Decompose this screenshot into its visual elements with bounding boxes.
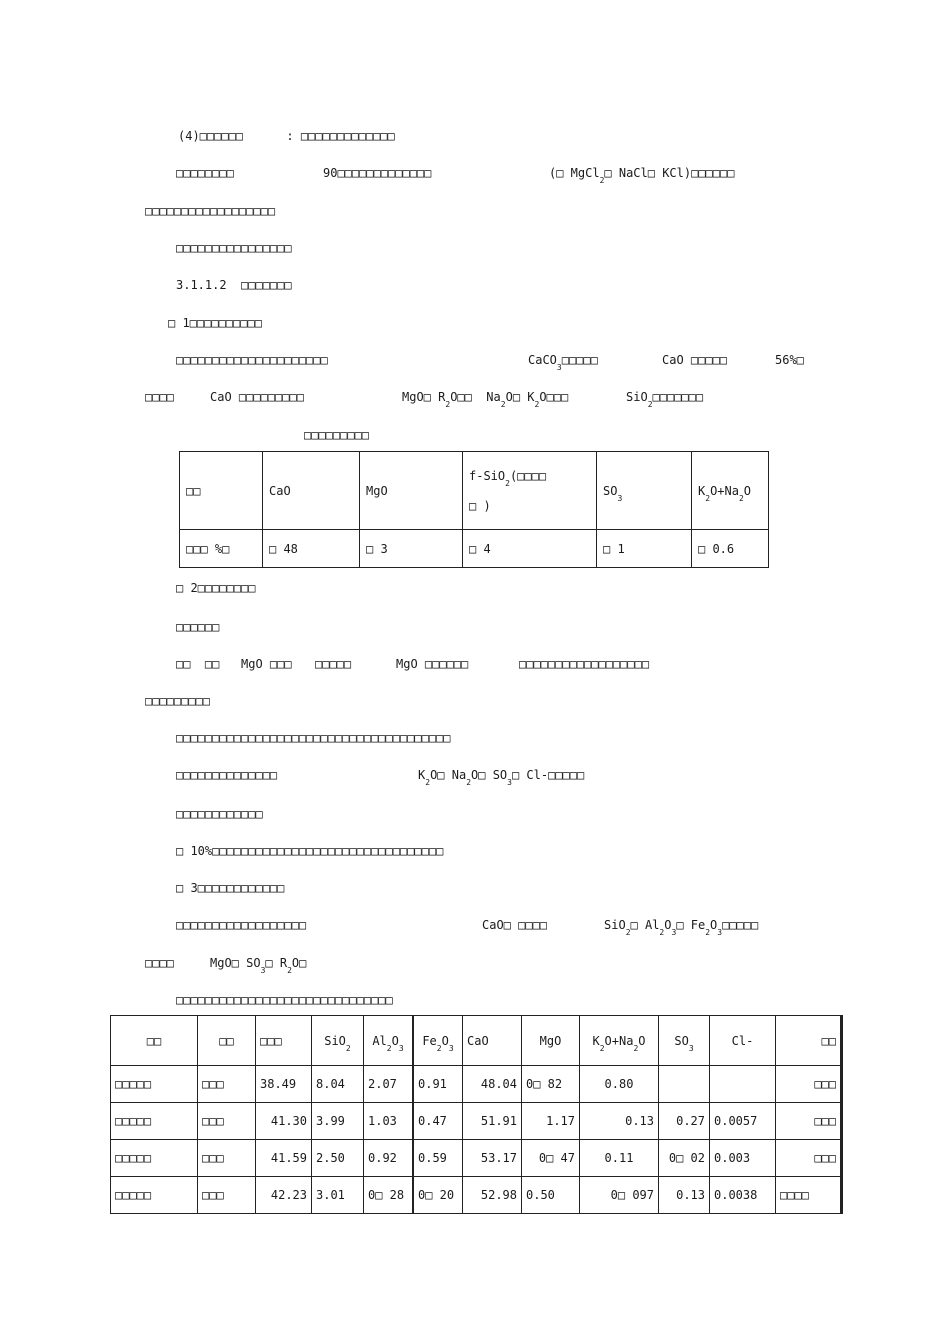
text-run: MgO□ R bbox=[402, 390, 446, 404]
table-cell: □□□□□ bbox=[111, 1066, 198, 1103]
table-cell: □□□□□ bbox=[111, 1140, 198, 1177]
table-cell: 52.98 bbox=[463, 1177, 522, 1214]
table-cell: 53.17 bbox=[463, 1140, 522, 1177]
table-cell: □□ bbox=[180, 452, 263, 530]
text-run: Al bbox=[372, 1033, 387, 1048]
subscript: 2 bbox=[705, 493, 711, 503]
table-cell bbox=[580, 1016, 659, 1066]
table-cell: □ 3 bbox=[360, 530, 463, 568]
table-cell: 0□ 82 bbox=[522, 1066, 580, 1103]
table-cell: □□□□□ bbox=[111, 1177, 198, 1214]
table-cell: 0□ 47 bbox=[522, 1140, 580, 1177]
subscript: 2 bbox=[436, 1043, 442, 1053]
subscript: 2 bbox=[738, 493, 744, 503]
text-run: O bbox=[664, 918, 672, 932]
text-run: SiO bbox=[604, 918, 626, 932]
subscript: 2 bbox=[287, 966, 292, 975]
table-cell bbox=[710, 1066, 776, 1103]
text-run: MgO□ SO bbox=[210, 956, 261, 970]
table-cell bbox=[659, 1016, 710, 1066]
table-cell: □□□ bbox=[256, 1016, 312, 1066]
text-line: □□□□□□□□ bbox=[176, 166, 234, 180]
text-run: f-SiO bbox=[469, 468, 506, 483]
subscript: 2 bbox=[599, 176, 605, 185]
text-run: □ Fe bbox=[676, 918, 706, 932]
text-line: □ 10%□□□□□□□□□□□□□□□□□□□□□□□□□□□□□□□□ bbox=[176, 844, 444, 858]
table-row bbox=[180, 530, 769, 568]
table-cell: 0.13 bbox=[580, 1103, 659, 1140]
table-cell: □□□ bbox=[198, 1140, 256, 1177]
text-run: O□ K bbox=[505, 390, 535, 404]
table-cell: 0.003 bbox=[710, 1140, 776, 1177]
table-row bbox=[111, 1140, 842, 1177]
subscript: 3 bbox=[507, 778, 512, 787]
text-run: O+Na bbox=[604, 1033, 634, 1048]
text-line: □ 1□□□□□□□□□□ bbox=[168, 316, 262, 330]
subscript: 3 bbox=[260, 966, 266, 975]
table-cell: 0□ 097 bbox=[580, 1177, 659, 1214]
text-run: □□□□□□□ bbox=[652, 390, 704, 404]
text-run: SiO bbox=[324, 1033, 346, 1048]
text-line: □□□□□□ bbox=[176, 620, 220, 634]
table-cell: MgO bbox=[360, 452, 463, 530]
subscript: 3 bbox=[671, 928, 677, 937]
text-run: (□ MgCl bbox=[549, 166, 600, 180]
table-cell: 3.99 bbox=[312, 1103, 364, 1140]
text-line: CaO□ □□□□ bbox=[482, 918, 548, 932]
table-cell: 3.01 bbox=[312, 1177, 364, 1214]
subscript: 3 bbox=[398, 1043, 404, 1053]
table-caption: □□□□□□□□□ bbox=[304, 428, 370, 442]
table-cell: 0.47 bbox=[413, 1103, 463, 1140]
text-run: □□□□□ bbox=[561, 353, 598, 367]
text-line: □□ □□ bbox=[176, 657, 220, 671]
table-cell: 42.23 bbox=[256, 1177, 312, 1214]
table-row bbox=[111, 1066, 842, 1103]
text-line: □□□□ bbox=[145, 390, 174, 404]
text-run: O□□ Na bbox=[450, 390, 501, 404]
text-run: Fe bbox=[422, 1033, 437, 1048]
text-run: O bbox=[638, 1033, 646, 1048]
table-cell: □ 4 bbox=[463, 530, 597, 568]
subscript: 2 bbox=[705, 928, 711, 937]
subscript: 2 bbox=[500, 400, 506, 409]
table-cell: 0.80 bbox=[580, 1066, 659, 1103]
table-cell: □□□□□ bbox=[111, 1103, 198, 1140]
table-cell: □□□ bbox=[198, 1066, 256, 1103]
table-header-row bbox=[180, 452, 769, 530]
table-header-row bbox=[111, 1016, 842, 1066]
text-run: □ Al bbox=[630, 918, 660, 932]
table-cell: □□□ %□ bbox=[180, 530, 263, 568]
text-line: □□□□□ bbox=[315, 657, 352, 671]
text-line: (4)□□□□□□ : □□□□□□□□□□□□□ bbox=[178, 129, 395, 143]
subscript: 2 bbox=[625, 928, 631, 937]
table-cell: MgO bbox=[522, 1016, 580, 1066]
subscript: 3 bbox=[717, 928, 723, 937]
text-run: O□ Na bbox=[430, 768, 467, 782]
table-cell bbox=[692, 452, 769, 530]
table-cell: 0.0038 bbox=[710, 1177, 776, 1214]
subscript: 2 bbox=[445, 400, 451, 409]
table-row bbox=[111, 1177, 842, 1214]
table-cell: 0□ 28 bbox=[364, 1177, 414, 1214]
text-run: CaCO bbox=[528, 353, 557, 367]
text-run: K bbox=[592, 1033, 600, 1048]
text-line: □□□□□□□□□□□□□□□□□□ bbox=[176, 918, 307, 932]
table-cell: □□□ bbox=[198, 1103, 256, 1140]
table-cell bbox=[364, 1016, 414, 1066]
text-run: SO bbox=[674, 1033, 689, 1048]
text-run: O bbox=[441, 1033, 449, 1048]
text-run: O bbox=[710, 918, 718, 932]
table-cell: □□□ bbox=[776, 1140, 842, 1177]
table-cell: 0.11 bbox=[580, 1140, 659, 1177]
text-line: □□□□□□□□□□□□ bbox=[176, 807, 263, 821]
text-line: □□□□□□□□□□□□□□□□□□□□□□□□□□□□□□□□□□□□□□ bbox=[176, 731, 451, 745]
table-cell: CaO bbox=[463, 1016, 522, 1066]
table-caption: □□□□□□□□□□□□□□□□□□□□□□□□□□□□□□ bbox=[176, 993, 393, 1007]
text-line: □□□□□□□□□□□□□□□□□□ bbox=[145, 204, 276, 218]
text-run: K bbox=[418, 768, 426, 782]
text-line: □□□□ bbox=[145, 956, 174, 970]
text-run: □□□□□ bbox=[722, 918, 759, 932]
subscript: 2 bbox=[425, 778, 431, 787]
subscript: 3 bbox=[617, 493, 623, 503]
text-run: □ R bbox=[265, 956, 288, 970]
table-cell: CaO bbox=[263, 452, 360, 530]
table-cell: 0.92 bbox=[364, 1140, 414, 1177]
subscript: 2 bbox=[534, 400, 540, 409]
subscript: 3 bbox=[556, 363, 562, 372]
table-cell: 0.91 bbox=[413, 1066, 463, 1103]
table-cell: 2.50 bbox=[312, 1140, 364, 1177]
text-run: O□ SO bbox=[471, 768, 508, 782]
text-line: □□□□□□□□□□□□□□□□□□ bbox=[519, 657, 650, 671]
text-line: □ 3□□□□□□□□□□□□ bbox=[176, 881, 285, 895]
table-cell: 1.17 bbox=[522, 1103, 580, 1140]
text-run: □ Cl-□□□□□ bbox=[511, 768, 585, 782]
table-cell: □□□ bbox=[198, 1177, 256, 1214]
subscript: 2 bbox=[633, 1043, 639, 1053]
text-run: O+Na bbox=[710, 483, 739, 498]
table-cell: □□□ bbox=[776, 1103, 842, 1140]
text-line: CaO □□□□□ bbox=[662, 353, 728, 367]
text-line: 56%□ bbox=[775, 353, 804, 367]
table-cell: 1.03 bbox=[364, 1103, 414, 1140]
table-cell: □ 1 bbox=[597, 530, 692, 568]
text-line bbox=[549, 165, 734, 183]
table-cell: 41.59 bbox=[256, 1140, 312, 1177]
text-run: □ ) bbox=[469, 498, 491, 513]
table-cell: □□ bbox=[776, 1016, 842, 1066]
table-cell: 0.13 bbox=[659, 1177, 710, 1214]
composition-table bbox=[110, 1015, 843, 1214]
table-cell: □□ bbox=[198, 1016, 256, 1066]
table-cell: 51.91 bbox=[463, 1103, 522, 1140]
text-line bbox=[418, 767, 584, 785]
text-line bbox=[604, 917, 758, 935]
section-heading: 3.1.1.2 □□□□□□□ bbox=[176, 278, 292, 292]
subscript: 3 bbox=[448, 1043, 454, 1053]
table-cell: 38.49 bbox=[256, 1066, 312, 1103]
table-cell bbox=[659, 1066, 710, 1103]
text-run: O□□□ bbox=[539, 390, 569, 404]
text-run: □ NaCl□ KCl)□□□□□□ bbox=[604, 166, 735, 180]
text-line: CaO □□□□□□□□□ bbox=[210, 390, 304, 404]
text-run: (□□□□ bbox=[509, 468, 547, 483]
table-cell: 48.04 bbox=[463, 1066, 522, 1103]
table-cell: 2.07 bbox=[364, 1066, 414, 1103]
subscript: 3 bbox=[688, 1043, 694, 1053]
subscript: 2 bbox=[647, 400, 653, 409]
text-line: □□□□□□□□□□□□□□□□ bbox=[176, 241, 292, 255]
table-cell: 0.0057 bbox=[710, 1103, 776, 1140]
text-line: MgO □□□□□□ bbox=[396, 657, 469, 671]
table-cell: □□□□ bbox=[776, 1177, 842, 1214]
text-line: □ 2□□□□□□□□ bbox=[176, 581, 256, 595]
table-cell bbox=[463, 452, 597, 530]
subscript: 2 bbox=[659, 928, 665, 937]
subscript: 2 bbox=[466, 778, 472, 787]
text-run: O□ bbox=[291, 956, 307, 970]
table-cell: 41.30 bbox=[256, 1103, 312, 1140]
table-cell: □ 0.6 bbox=[692, 530, 769, 568]
text-line: □□□□□□□□□ bbox=[145, 694, 211, 708]
table-cell: Cl- bbox=[710, 1016, 776, 1066]
text-line: MgO □□□ bbox=[241, 657, 292, 671]
text-line bbox=[528, 352, 598, 370]
text-run: SiO bbox=[626, 390, 648, 404]
table-cell: 0□ 02 bbox=[659, 1140, 710, 1177]
text-run: K bbox=[698, 483, 706, 498]
table-cell bbox=[597, 452, 692, 530]
table-cell bbox=[312, 1016, 364, 1066]
subscript: 2 bbox=[345, 1043, 351, 1053]
table-cell: □ 48 bbox=[263, 530, 360, 568]
text-line bbox=[626, 389, 703, 407]
subscript: 2 bbox=[505, 478, 510, 488]
text-line bbox=[402, 389, 568, 407]
text-line: 90□□□□□□□□□□□□□ bbox=[323, 166, 432, 180]
table-cell: 0.27 bbox=[659, 1103, 710, 1140]
text-run: O bbox=[743, 483, 752, 498]
text-line: □□□□□□□□□□□□□□□□□□□□□ bbox=[176, 353, 328, 367]
text-run: SO bbox=[603, 483, 618, 498]
text-line: □□□□□□□□□□□□□□ bbox=[176, 768, 278, 782]
table-cell: 0.59 bbox=[413, 1140, 463, 1177]
table-cell: 0□ 20 bbox=[413, 1177, 463, 1214]
text-run: O bbox=[391, 1033, 399, 1048]
subscript: 2 bbox=[386, 1043, 392, 1053]
table-cell: □□□ bbox=[776, 1066, 842, 1103]
text-line bbox=[210, 955, 306, 973]
table-cell bbox=[413, 1016, 463, 1066]
subscript: 2 bbox=[599, 1043, 605, 1053]
table-cell: 8.04 bbox=[312, 1066, 364, 1103]
requirements-table bbox=[179, 451, 769, 568]
table-cell: □□ bbox=[111, 1016, 198, 1066]
table-row bbox=[111, 1103, 842, 1140]
table-cell: 0.50 bbox=[522, 1177, 580, 1214]
